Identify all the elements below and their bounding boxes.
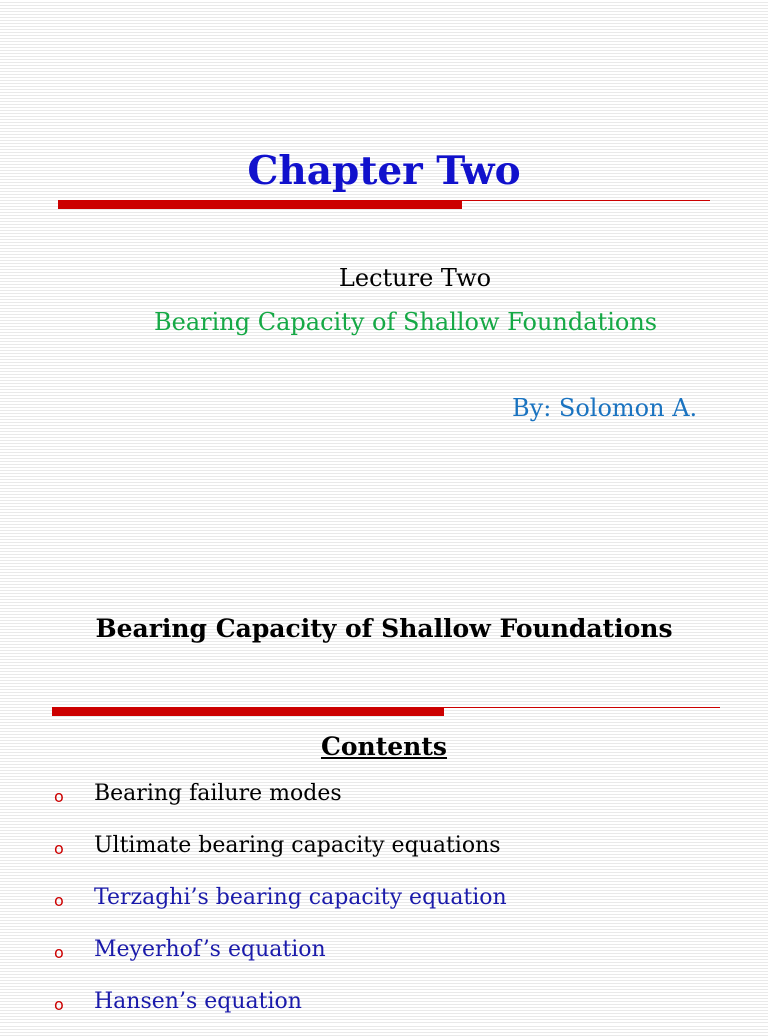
- lecture-label: Lecture Two: [338, 264, 492, 292]
- divider-thick-bar: [52, 707, 444, 716]
- divider-thin-line: [460, 200, 710, 201]
- list-item-text: Ultimate bearing capacity equations: [94, 833, 501, 858]
- title-divider: [52, 707, 720, 717]
- list-item: [0, 828, 768, 880]
- bullet-icon: o: [54, 891, 64, 910]
- list-item-text: Terzaghi’s bearing capacity equation: [94, 885, 507, 910]
- author-line: By: Solomon A.: [512, 394, 698, 422]
- list-item: [0, 776, 768, 828]
- contents-list: [0, 776, 768, 1036]
- bullet-icon: o: [54, 839, 64, 858]
- list-item: [0, 880, 768, 932]
- slide-1: [0, 0, 768, 512]
- title-divider: [58, 200, 710, 210]
- chapter-title: Chapter Two: [247, 148, 521, 194]
- slide-2: [0, 512, 768, 1024]
- bullet-icon: o: [54, 995, 64, 1014]
- bullet-icon: o: [54, 787, 64, 806]
- list-item-text: Hansen’s equation: [94, 989, 302, 1014]
- bullet-icon: o: [54, 943, 64, 962]
- slide-title: Bearing Capacity of Shallow Foundations: [95, 614, 673, 643]
- divider-thick-bar: [58, 200, 462, 209]
- contents-heading: Contents: [320, 732, 447, 761]
- list-item-text: Bearing failure modes: [94, 781, 342, 806]
- list-item: [0, 984, 768, 1036]
- list-item-text: Meyerhof’s equation: [94, 937, 326, 962]
- lecture-subtitle: Bearing Capacity of Shallow Foundations: [154, 308, 658, 336]
- divider-thin-line: [442, 707, 720, 708]
- list-item: [0, 932, 768, 984]
